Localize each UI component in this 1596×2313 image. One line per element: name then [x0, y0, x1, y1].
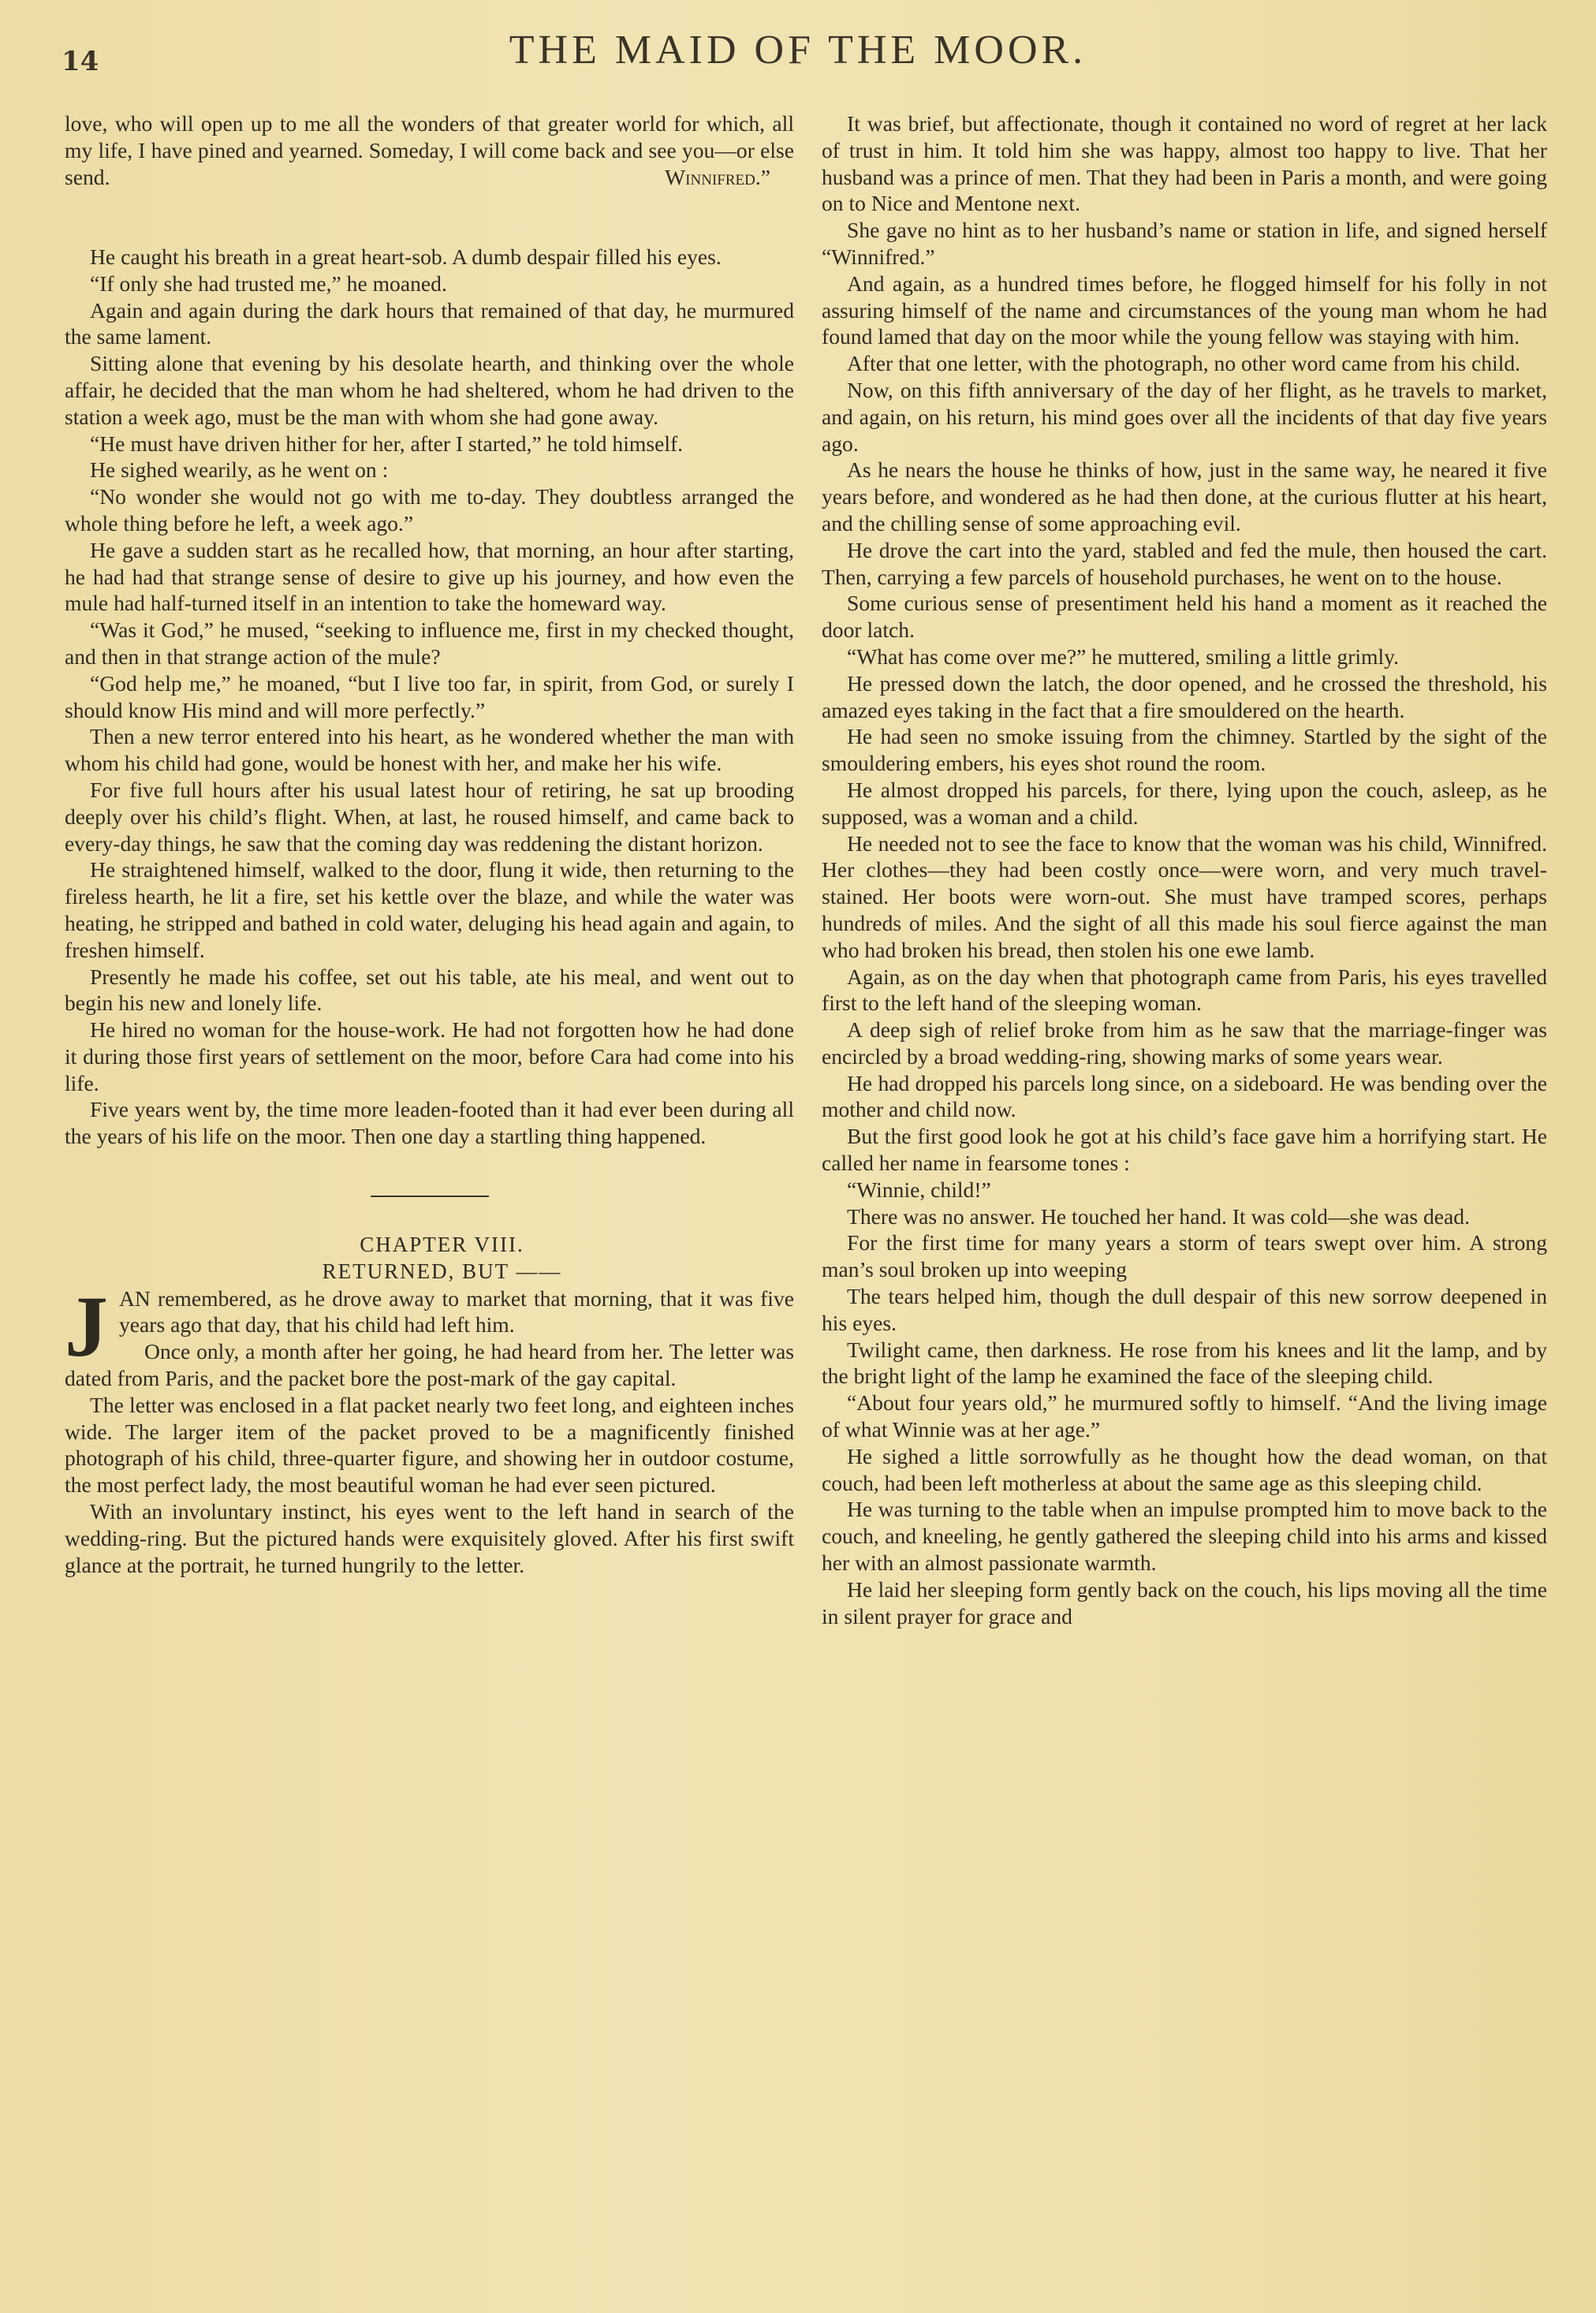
section-divider: [371, 1196, 489, 1197]
paragraph: He pressed down the latch, the door opened, and he crossed the threshold, his amazed eyes taking in the fact that a fire smouldered on the hearth.: [822, 670, 1547, 722]
paragraph: “Was it God,” he mused, “seeking to influence me, first in my checked thought, and then in that strange action of the mule?: [65, 617, 794, 669]
paragraph: He was turning to the table when an impulse prompted him to move back to the couch, and kneeling, he gently gathered the sleeping child into his arms and kissed her with an almost passionate warmth.: [822, 1497, 1547, 1576]
paragraph: Now, on this fifth anniversary of the day of her flight, as he travels to market, and again, on his return, his mind goes over all the incidents of that day five years ago.: [822, 377, 1547, 456]
paragraph: “No wonder she would not go with me to-day. They doubtless arranged the whole thing before he left, a week ago.”: [65, 484, 794, 535]
paragraph: After that one letter, with the photograph, no other word came from his child.: [847, 351, 1521, 376]
paragraph: She gave no hint as to her husband’s name or station in life, and signed herself “Winnifred.”: [822, 218, 1547, 269]
paragraph: Then a new terror entered into his heart, as he wondered whether the man with whom his child had gone, would be honest with her, and make her his wife.: [65, 724, 794, 776]
opening-lines: love, who will open up to me all the wonders of that greater world for which, all my life, I have pined and yearned. Someday, I will come back and see you—or else send.: [65, 111, 794, 189]
paragraph: Again, as on the day when that photograph came from Paris, his eyes travelled first to the left hand of the sleeping woman.: [822, 964, 1547, 1016]
paragraph: But the first good look he got at his child’s face gave him a horrifying start. He called her name in fearsome tones :: [822, 1124, 1547, 1176]
paragraph: He hired no woman for the house-work. He had not forgotten how he had done it during those first years of settlement on the moor, before Cara had come into his life.: [65, 1017, 794, 1095]
paragraph: Once only, a month after her going, he had heard from her. The letter was dated from Paris, and the packet bore the post-mark of the gay capital.: [65, 1339, 794, 1391]
paragraph: For the first time for many years a storm of tears swept over him. A strong man’s soul broken up into weeping: [822, 1230, 1547, 1282]
right-column: [822, 110, 1547, 1629]
paragraph: Some curious sense of presentiment held his hand a moment as it reached the door latch.: [822, 591, 1547, 643]
paragraph: It was brief, but affectionate, though it contained no word of regret at her lack of trust in him. It told him she was happy, almost too happy to live. That her husband was a prince of men. That they had been in Paris a month, and were going on to Nice and Mentone next.: [822, 111, 1547, 216]
paragraph: He caught his breath in a great heart-sob. A dumb despair filled his eyes.: [90, 244, 722, 269]
paragraph: He needed not to see the face to know that the woman was his child, Winnifred. Her clothes—they had been costly once—were worn, and very much travel-stained. Her boots were worn-out. She must have tramped scores, perhaps hundreds of miles. And the sight of all this made his soul fierce against the man who had broken his bread, then stolen his one ewe lamb.: [822, 830, 1547, 962]
paragraph: Five years went by, the time more leaden-footed than it had ever been during all the years of his life on the moor. Then one day a startling thing happened.: [65, 1097, 794, 1149]
paragraph: He sighed wearily, as he went on :: [90, 457, 389, 483]
paragraph: Presently he made his coffee, set out his table, ate his meal, and went out to begin his new and lonely life.: [65, 964, 794, 1016]
paragraph: He had dropped his parcels long since, on a sideboard. He was bending over the mother and child now.: [822, 1070, 1547, 1122]
paragraph: The letter was enclosed in a flat packet nearly two feet long, and eighteen inches wide. The larger item of the packet proved to be a magnificently finished photograph of his child, three-quarter figure, and showing her in outdoor costume, the most perfect lady, the most beautiful woman he had ever seen pictured.: [65, 1392, 794, 1498]
paragraph: He laid her sleeping form gently back on the couch, his lips moving all the time in silent prayer for grace and: [822, 1576, 1547, 1628]
paragraph: He drove the cart into the yard, stabled and fed the mule, then housed the cart. Then, carrying a few parcels of household purchases, he went on to the house.: [822, 537, 1547, 589]
paragraph: With an involuntary instinct, his eyes went to the left hand in search of the wedding-ring. But the pictured hands were exquisitely gloved. After his first swift glance at the portrait, he turned hungrily to the letter.: [65, 1499, 794, 1577]
paragraph: A deep sigh of relief broke from him as he saw that the marriage-finger was encircled by a broad wedding-ring, showing marks of some years wear.: [822, 1017, 1547, 1069]
paragraph: He gave a sudden start as he recalled how, that morning, an hour after starting, he had had that strange sense of desire to give up his journey, and how even the mule had half-turned itself in an intention to take the homeward way.: [65, 537, 794, 616]
paragraph: And again, as a hundred times before, he flogged himself for his folly in not assuring himself of the name and circumstances of the young man whom he had found lamed that day on the moor while the young fellow was staying with him.: [822, 270, 1547, 349]
paragraph: There was no answer. He touched her hand. It was cold—she was dead.: [847, 1203, 1470, 1229]
paragraph: He sighed a little sorrowfully as he thought how the dead woman, on that couch, had been left motherless at about the same age as this sleeping child.: [822, 1443, 1547, 1495]
paragraph: He almost dropped his parcels, for there, lying upon the couch, asleep, as he supposed, was a woman and a child.: [822, 777, 1547, 829]
paragraph: For five full hours after his usual latest hour of retiring, he sat up brooding deeply over his child’s flight. When, at last, he roused himself, and came back to every-day things, he saw that the coming day was reddening the distant horizon.: [65, 777, 794, 856]
paragraph: He had seen no smoke issuing from the chimney. Startled by the sight of the smouldering embers, his eyes shot round the room.: [822, 724, 1547, 776]
paragraph: Sitting alone that evening by his desolate hearth, and thinking over the whole affair, he decided that the man whom he had sheltered, whom he had driven to the station a week ago, must be the man with whom she had gone away.: [65, 351, 794, 429]
paragraph: As he nears the house he thinks of how, just in the same way, he neared it five years before, and wondered as he had then done, at the curious flutter at his heart, and the chilling sense of some approaching evil.: [822, 457, 1547, 535]
paragraph: Again and again during the dark hours that remained of that day, he murmured the same lament.: [65, 297, 794, 349]
paragraph: “If only she had trusted me,” he moaned.: [90, 270, 447, 296]
letter-signature: Winnifred.”: [665, 164, 770, 189]
paragraph: The tears helped him, though the dull despair of this new sorrow deepened in his eyes.: [822, 1284, 1547, 1335]
chapter-title: CHAPTER VIII.: [360, 1233, 524, 1257]
paragraph: He straightened himself, walked to the door, flung it wide, then returning to the fireless hearth, he lit a fire, set his kettle over the blaze, and while the water was heating, he stripped and bathed in cold water, deluging his head again and again, to freshen himself.: [65, 857, 794, 962]
chapter-subtitle: RETURNED, BUT ——: [322, 1259, 562, 1283]
paragraph: “What has come over me?” he muttered, smiling a little grimly.: [847, 644, 1400, 669]
paragraph: “About four years old,” he murmured softly to himself. “And the living image of what Winnie was at her age.”: [822, 1390, 1547, 1442]
page-number: 14: [62, 46, 99, 77]
drop-cap: J: [65, 1278, 108, 1375]
paragraph: Twilight came, then darkness. He rose from his knees and lit the lamp, and by the bright light of the lamp he examined the face of the sleeping child.: [822, 1337, 1547, 1389]
paragraph: “God help me,” he moaned, “but I live too far, in spirit, from God, or surely I should know His mind and will more perfectly.”: [65, 670, 794, 722]
paragraph: “Winnie, child!”: [847, 1177, 991, 1202]
running-head-title: THE MAID OF THE MOOR.: [509, 28, 1087, 73]
chapter-opening-text: AN remembered, as he drove away to market that morning, that it was five years ago that day, that his child had left him.: [119, 1285, 794, 1337]
paragraph: “He must have driven hither for her, after I started,” he told himself.: [90, 431, 684, 456]
left-column: [65, 110, 794, 1578]
